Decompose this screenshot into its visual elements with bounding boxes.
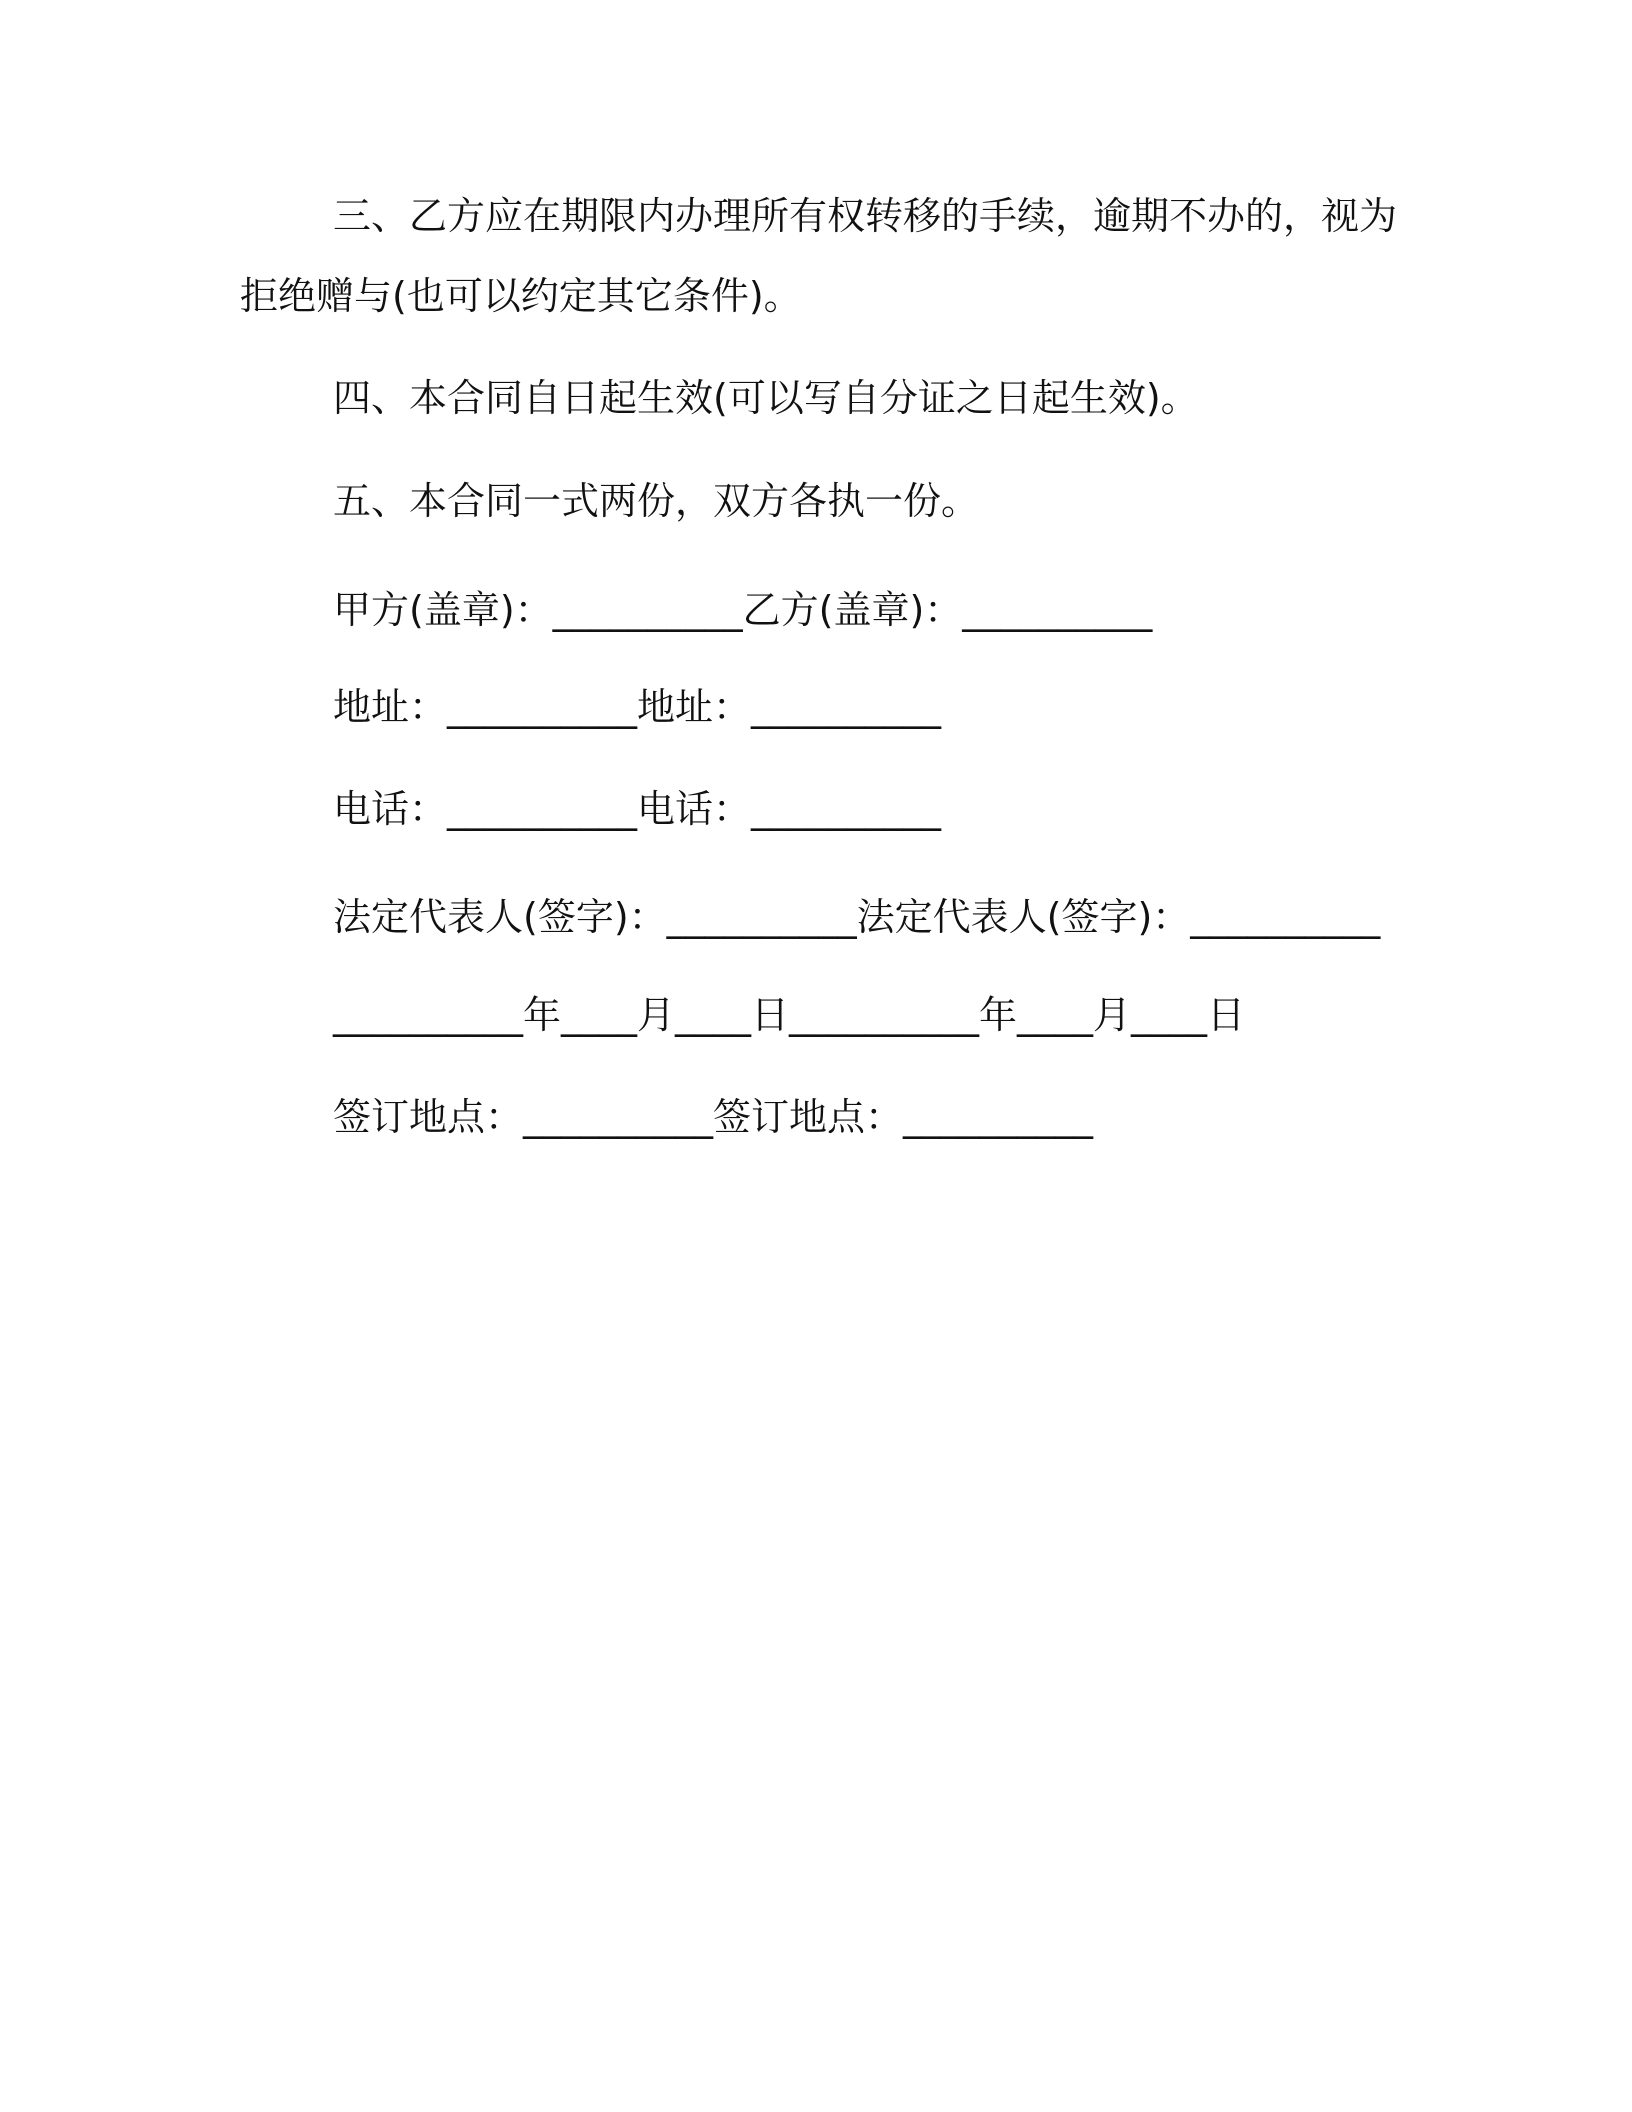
- party-seal-line: 甲方(盖章)：__________乙方(盖章)：__________: [333, 588, 1153, 632]
- legal-representative-line: 法定代表人(签字)：__________法定代表人(签字)：__________: [333, 895, 1381, 939]
- clause-3-line-1: 三、乙方应在期限内办理所有权转移的手续，逾期不办的，视为: [333, 194, 1398, 238]
- clause-3-line-2: 拒绝赠与(也可以约定其它条件)。: [240, 274, 802, 318]
- date-line: __________年____月____日__________年____月____日: [333, 993, 1246, 1037]
- phone-line: 电话：__________电话：__________: [333, 787, 942, 831]
- signing-place-line: 签订地点：__________签订地点：__________: [333, 1095, 1094, 1139]
- clause-5: 五、本合同一式两份，双方各执一份。: [333, 479, 980, 523]
- clause-4: 四、本合同自日起生效(可以写自分证之日起生效)。: [333, 376, 1199, 420]
- address-line: 地址：__________地址：__________: [333, 685, 942, 729]
